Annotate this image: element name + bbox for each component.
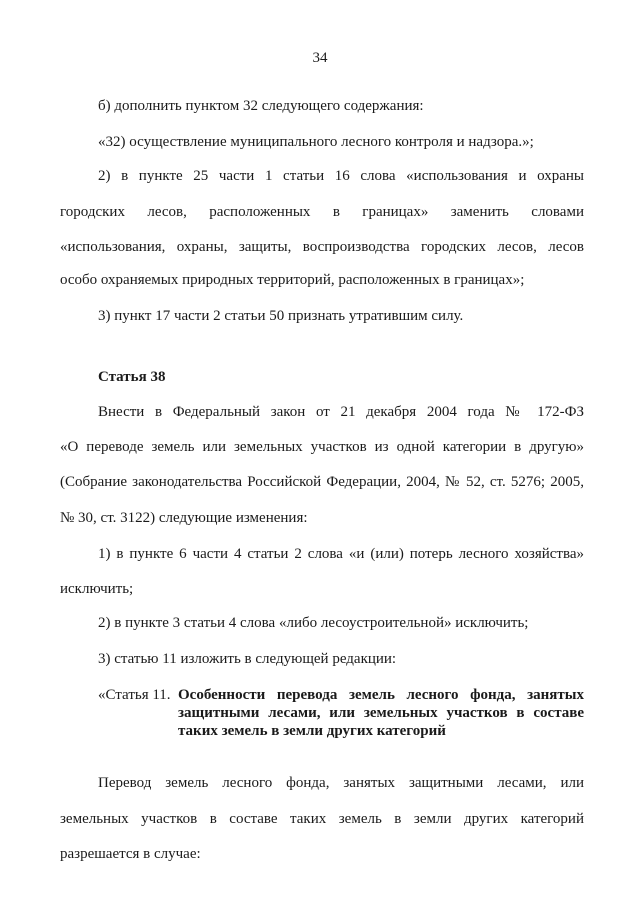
text-line: Перевод земель лесного фонда, занятых защитными лесами, или [98, 775, 584, 791]
text-line: городских лесов, расположенных в границах» заменить словами [60, 204, 584, 220]
text-line: земельных участков в составе таких земель в земли других категорий [60, 811, 584, 827]
text-line: 2) в пункте 3 статьи 4 слова «либо лесоустроительной» исключить; [98, 615, 529, 631]
text-line: Внести в Федеральный закон от 21 декабря 2004 года № 172-ФЗ [98, 404, 584, 420]
text-line: «О переводе земель или земельных участков из одной категории в другую» [60, 439, 584, 455]
text-line: № 30, ст. 3122) следующие изменения: [60, 510, 308, 526]
article-title [178, 686, 584, 740]
text-line: «32) осуществление муниципального лесного контроля и надзора.»; [98, 134, 534, 150]
page-number: 34 [312, 50, 328, 66]
text-line: (Собрание законодательства Российской Федерации, 2004, № 52, ст. 5276; 2005, [60, 474, 584, 490]
text-line: 2) в пункте 25 части 1 статьи 16 слова «использования и охраны [98, 168, 584, 184]
text-line: 1) в пункте 6 части 4 статьи 2 слова «и (или) потерь лесного хозяйства» [98, 546, 584, 562]
text-line: исключить; [60, 581, 134, 597]
article-title-line: таких земель в земли других категорий [178, 723, 446, 739]
article-label: «Статья 11. [98, 687, 171, 703]
text-line: 3) пункт 17 части 2 статьи 50 признать утратившим силу. [98, 308, 464, 324]
article-title-line: защитными лесами, или земельных участков в составе [178, 705, 584, 721]
text-line: «использования, охраны, защиты, воспроизводства городских лесов, лесов [60, 239, 584, 255]
text-line: 3) статью 11 изложить в следующей редакции: [98, 651, 397, 667]
text-line: б) дополнить пунктом 32 следующего содержания: [98, 98, 424, 114]
article-title-line: Особенности перевода земель лесного фонда, занятых [178, 687, 584, 703]
text-line: разрешается в случае: [60, 846, 201, 862]
article-heading: Статья 38 [98, 369, 166, 385]
text-line: особо охраняемых природных территорий, расположенных в границах»; [60, 272, 525, 288]
